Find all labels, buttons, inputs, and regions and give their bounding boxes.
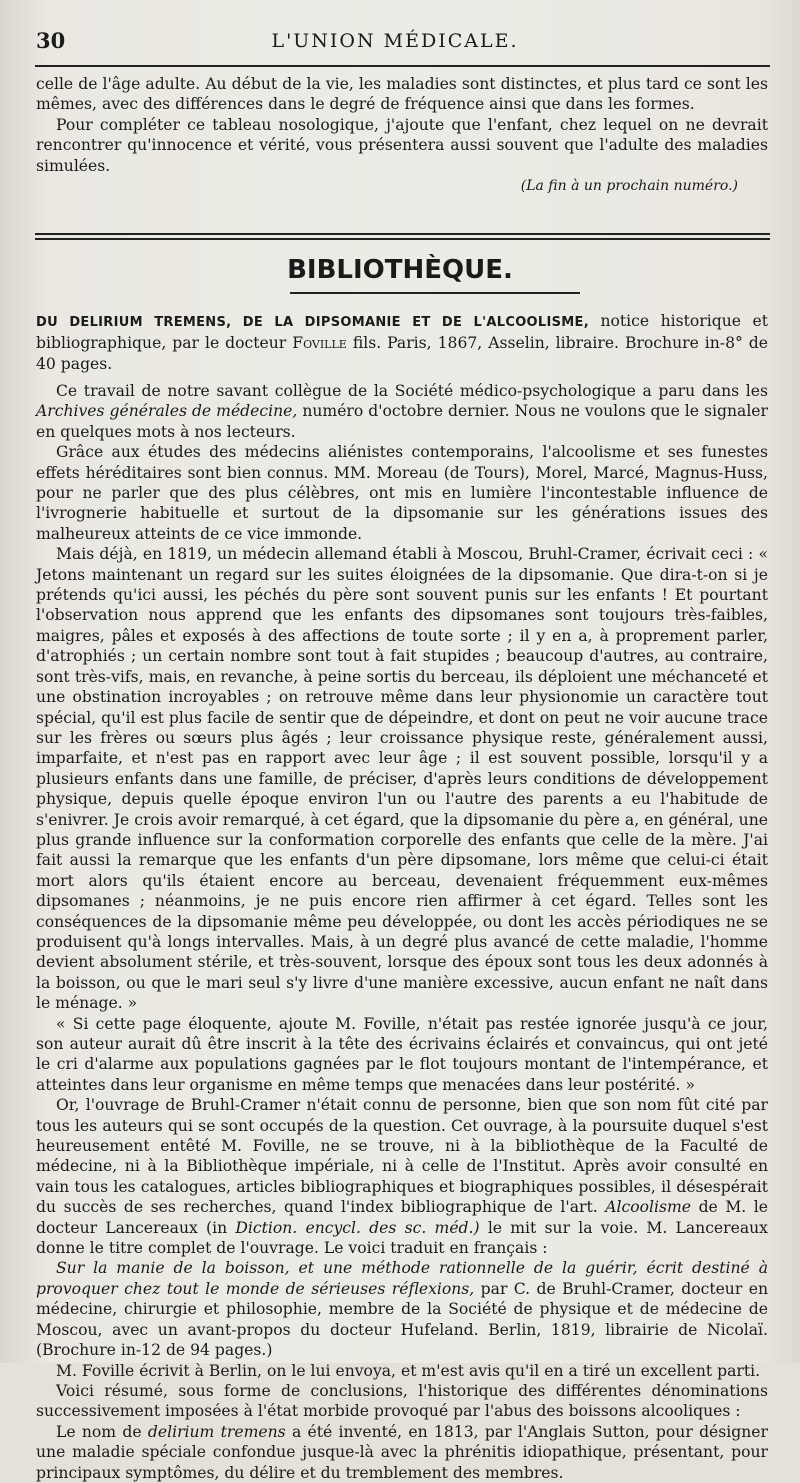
paragraph: Grâce aux études des médecins aliénistes contemporains, l'alcoolisme et ses funestes effets héréditaires sont bien connus. MM. Moreau (de Tours), Morel, Marcé, Magnus-Huss, pour ne parler que des plus célèbres, ont mis en lumière l'incontestable influence de l'ivrognerie habituelle et surtout de la dipsomanie sur les générations issues des malheureux atteints de ce vice immonde.	[36, 443, 768, 543]
section-title-rule	[290, 292, 580, 294]
section-separator	[35, 233, 770, 243]
reference-title: Diction. encycl. des sc. méd.)	[235, 1218, 480, 1237]
text-run: a été inventé, en 1813, par l'Anglais Sutton, pour désigner une maladie spéciale confondue jusque-là avec la phrénitis idiopathique, présentant, pour principaux symptômes, du délire et du tremblement des membres.	[36, 1422, 768, 1482]
text-run: Or, l'ouvrage de Bruhl-Cramer n'était connu de personne, bien que son nom fût cité par tous les auteurs qui se sont occupés de la question. Cet ouvrage, à la poursuite duquel s'est heureusement entêté M. Foville, ne se trouve, ni à la bibliothèque de la Faculté de médecine, ni à la Bibliothèque impériale, ni à celle de l'Institut. Après avoir consulté en vain tous les catalogues, articles bibliographiques et biographiques possibles, il désespérait du succès de ses recherches, quand l'index bibliographique de l'art.	[36, 1096, 768, 1217]
text-run: Le nom de	[56, 1422, 142, 1441]
bibliography-entry	[36, 311, 768, 374]
paragraph: Voici résumé, sous forme de conclusions, l'historique des différentes dénominations successivement imposées à l'état morbide provoqué par l'abus des boissons alcooliques :	[36, 1381, 768, 1421]
paragraph: Pour compléter ce tableau nosologique, j'ajoute que l'enfant, chez lequel on ne devrait rencontrer qu'innocence et vérité, vous présentera aussi souvent que l'adulte des maladies simulées.	[36, 115, 768, 175]
paragraph: « Si cette page éloquente, ajoute M. Foville, n'était pas restée ignorée jusqu'à ce jour, son auteur aurait dû être inscrit à la tête des écrivains éclairés et convaincus, qui ont jeté le cri d'alarme aux populations gagnées par le flot toujours montant de l'intempérance, et atteintes dans leur organisme en même temps que menacées dans leur postérité. »	[36, 1014, 768, 1094]
entry-heading: DU DELIRIUM TREMENS, DE LA DIPSOMANIE ET DE L'ALCOOLISME,	[36, 315, 589, 330]
running-title: L'UNION MÉDICALE.	[271, 30, 519, 52]
text-run: par C. de Bruhl-Cramer, docteur en médecine, chirurgie et philosophie, membre de la Société de physique et de médecine de Moscou, avec un avant-propos du docteur Hufeland. Berlin, 1819, librairie de Nicolaï. (Brochure in-12 de 94 pages.)	[36, 1279, 768, 1360]
article-title: Alcoolisme	[605, 1198, 691, 1217]
paragraph: celle de l'âge adulte. Au début de la vie, les maladies sont distinctes, et plus tard ce sont les mêmes, avec des différences dans le degré de fréquence ainsi que dans les formes.	[36, 75, 768, 114]
continuation-note: (La fin à un prochain numéro.)	[520, 178, 738, 195]
page-number: 30	[36, 28, 66, 53]
entry-text: fils. Paris, 1867, Asselin, libraire. Brochure in-8° de 40 pages.	[36, 334, 768, 373]
paragraph	[36, 1095, 768, 1258]
paragraph: Mais déjà, en 1819, un médecin allemand établi à Moscou, Bruhl-Cramer, écrivait ceci : « Jetons maintenant un regard sur les suites éloignées de la dipsomanie. Que dira-t-on si je prétends qu'ici aussi, les péchés du père sont souvent punis sur les enfants ! Et pourtant l'observation nous apprend que les enfants des dipsomanes sont toujours très-faibles, maigres, pâles et exposés à des affections de toute sorte ; il y en a, à proprement parler, d'atrophiés ; un certain nombre sont tout à fait stupides ; beaucoup d'autres, au contraire, sont très-vifs, mais, en revanche, à peine sortis du berceau, ils déploient une méchanceté et une obstination incroyables ; on retrouve même dans leur physionomie un caractère tout spécial, qu'il est plus facile de sentir que de dépeindre, et dont on peut ne voir aucune trace sur les frères ou sœurs plus âgés ; leur croissance physique reste, généralement aussi, imparfaite, et n'est pas en rapport avec leur âge ; il est souvent possible, lorsqu'il y a plusieurs enfants dans une famille, de préciser, d'après leurs conditions de développement physique, depuis quelle époque environ l'un ou l'autre des parents a eu l'habitude de s'enivrer. Je crois avoir remarqué, à cet égard, que la dipsomanie du père a, en général, une plus grande influence sur la conformation corporelle des enfants que celle de la mère. J'ai fait aussi la remarque que les enfants d'un père dipsomane, lors même que celui-ci était mort alors qu'ils étaient encore au berceau, devenaient fréquemment eux-mêmes dipsomanes ; néanmoins, je ne puis encore rien affirmer à cet égard. Telles sont les conséquences de la dipsomanie même peu développée, ou dont les accès périodiques ne se produisent qu'à longs intervalles. Mais, à un degré plus avancé de cette maladie, l'homme devient absolument stérile, et très-souvent, lorsque des époux sont tous les deux adonnés à la boisson, ou que le mari seul s'y livre d'une manière excessive, aucun enfant ne naît dans le ménage. »	[36, 545, 768, 1013]
term: delirium tremens	[147, 1422, 286, 1441]
text-run: Ce travail de notre savant collègue de la Société médico-psychologique a paru dans les	[56, 382, 768, 400]
text-run: de M. le docteur Lancereaux (in	[36, 1198, 769, 1237]
entry-author: Foville	[292, 334, 347, 353]
section-title: BIBLIOTHÈQUE.	[287, 255, 513, 285]
review-body	[36, 381, 768, 1483]
paragraph	[36, 381, 768, 442]
paragraph: M. Foville écrivit à Berlin, on le lui envoya, et m'est avis qu'il en a tiré un excellent parti.	[56, 1361, 761, 1380]
page-header	[30, 28, 760, 58]
journal-title: Archives générales de médecine,	[36, 402, 298, 421]
paragraph	[36, 1258, 768, 1360]
header-rule	[35, 65, 770, 67]
entry-text: notice historique et bibliographique, par le docteur	[36, 312, 768, 353]
top-section	[36, 74, 768, 196]
text-run: numéro d'octobre dernier. Nous ne voulons que le signaler en quelques mots à nos lecteurs.	[36, 402, 768, 441]
text-run: le mit sur la voie. M. Lancereaux donne le titre complet de l'ouvrage. Le voici traduit en français :	[36, 1218, 768, 1258]
paragraph	[36, 1422, 768, 1483]
book-title: Sur la manie de la boisson, et une méthode rationnelle de la guérir, écrit destiné à provoquer chez tout le monde de sérieuses réflexions,	[36, 1259, 768, 1298]
